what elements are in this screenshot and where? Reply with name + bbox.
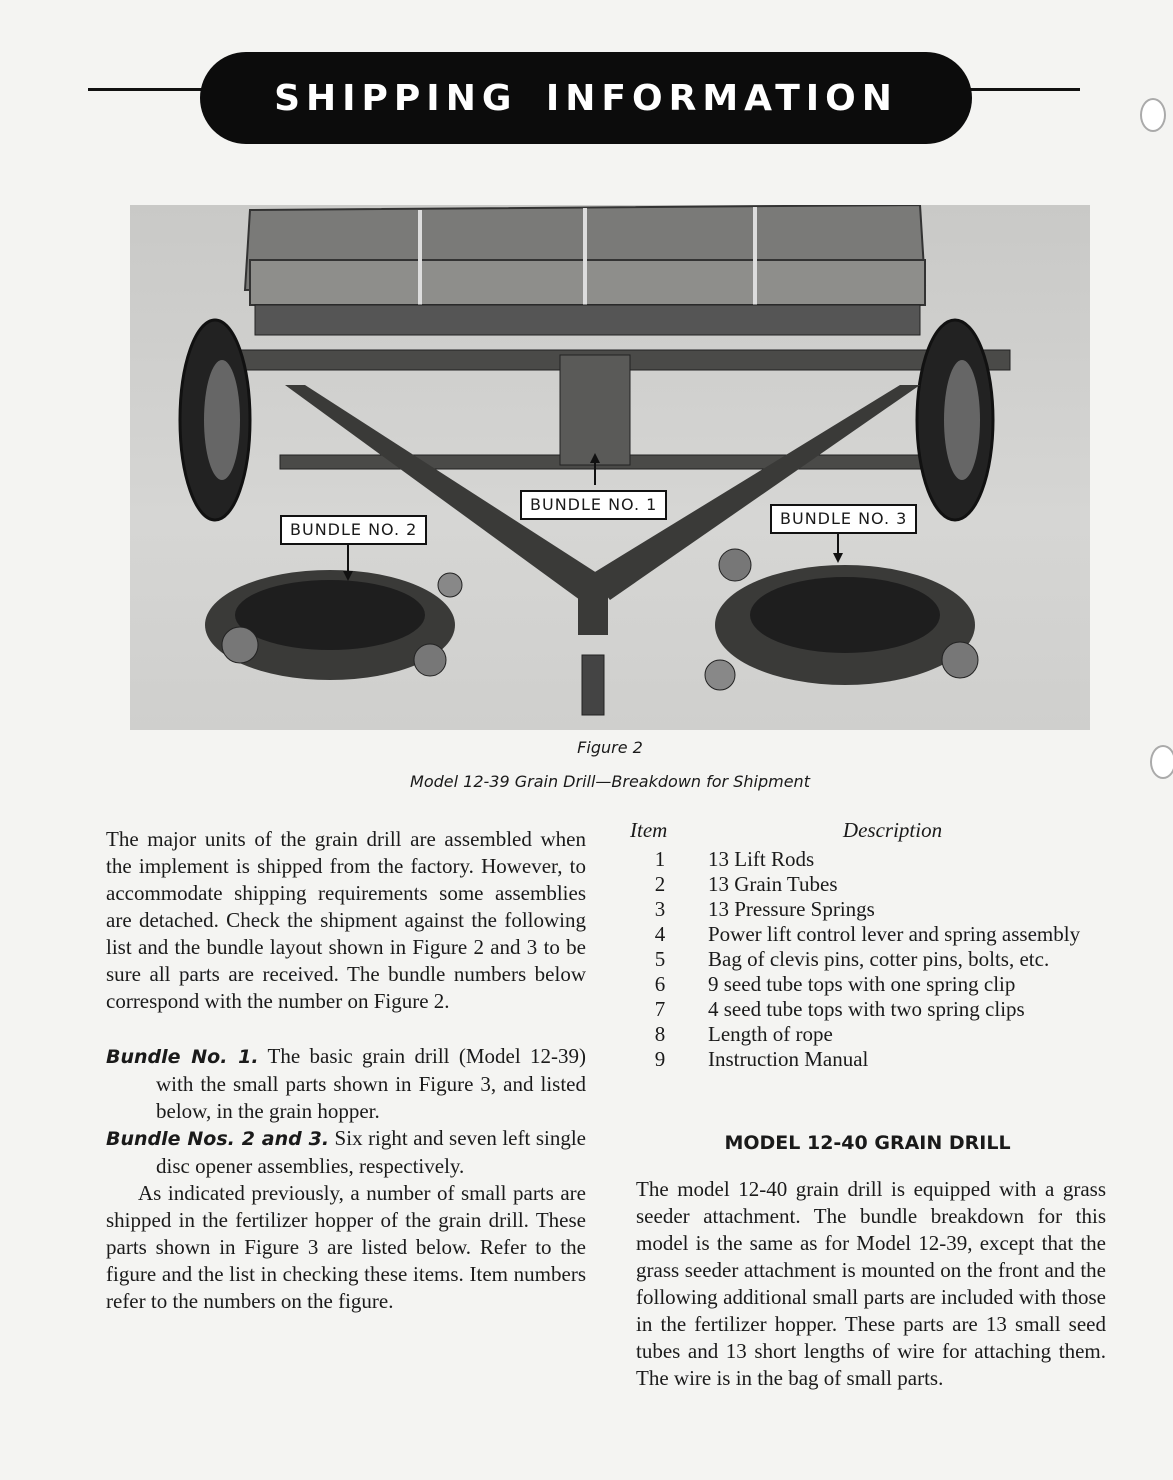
bundle-2-3-text: Six right and seven left single disc opener assemblies, respectively.: [156, 1126, 586, 1178]
model-1240-heading: MODEL 12-40 GRAIN DRILL: [724, 1132, 1011, 1154]
items-table: [630, 818, 1105, 1072]
left-column: [106, 826, 586, 1315]
table-row: [630, 922, 1105, 947]
callout-bundle-2: BUNDLE NO. 2: [280, 515, 427, 545]
table-row: [630, 1022, 1105, 1047]
callout-bundle-1: BUNDLE NO. 1: [520, 490, 667, 520]
small-parts-paragraph: As indicated previously, a number of small parts are shipped in the fertilizer hopper of the grain drill. These parts shown in Figure 3 are listed below. Refer to the figure and the list in checking these items. Item numbers refer to the numbers on the figure.: [106, 1181, 586, 1313]
item-number: 7: [654, 997, 666, 1021]
grain-drill-illustration: [130, 205, 1090, 730]
callout-bundle-3: BUNDLE NO. 3: [770, 504, 917, 534]
item-description: Instruction Manual: [708, 1047, 869, 1071]
table-row: [630, 1047, 1105, 1072]
item-description: 13 Lift Rods: [708, 847, 815, 871]
item-description: 13 Grain Tubes: [708, 872, 838, 896]
item-description: 4 seed tube tops with two spring clips: [708, 997, 1025, 1021]
item-number: 1: [654, 847, 666, 871]
figure-caption: Model 12-39 Grain Drill—Breakdown for Shipment: [410, 772, 810, 791]
header-description: Description: [842, 818, 943, 842]
binder-hole: [1140, 98, 1166, 132]
item-number: 8: [654, 1022, 666, 1046]
table-row: [630, 847, 1105, 872]
grain-drill-photo: [130, 205, 1090, 730]
item-number: 3: [654, 897, 666, 921]
item-number: 2: [654, 872, 666, 896]
intro-paragraph: The major units of the grain drill are assembled when the implement is shipped from the factory. However, to accommodate shipping requirements some assemblies are detached. Check the shipment against the following list and the bundle layout shown in Figure 2 and 3 to be sure all parts are received. The bundle numbers below correspond with the number on Figure 2.: [106, 827, 586, 1013]
items-table-header: [630, 818, 1105, 843]
item-description: Bag of clevis pins, cotter pins, bolts, etc.: [708, 947, 1050, 971]
table-row: [630, 947, 1105, 972]
bundle-1-entry: [106, 1043, 586, 1125]
binder-hole: [1150, 745, 1173, 779]
bundle-2-3-entry: [106, 1125, 586, 1180]
item-number: 9: [654, 1047, 666, 1071]
figure-number: Figure 2: [577, 738, 643, 757]
item-description: 9 seed tube tops with one spring clip: [708, 972, 1016, 996]
page-title: SHIPPING INFORMATION: [274, 77, 898, 119]
bundle-2-illustration: [205, 570, 462, 680]
table-row: [630, 897, 1105, 922]
table-row: [630, 872, 1105, 897]
bundle-2-3-heading: Bundle Nos. 2 and 3.: [106, 1128, 330, 1150]
bundle-1-heading: Bundle No. 1.: [106, 1046, 259, 1068]
item-number: 4: [654, 922, 666, 946]
table-row: [630, 997, 1105, 1022]
item-description: Length of rope: [708, 1022, 833, 1046]
header-rule-right: [965, 88, 1080, 91]
item-number: 6: [654, 972, 666, 996]
header-item: Item: [630, 818, 668, 842]
bundle-1-text: The basic grain drill (Model 12-39) with the small parts shown in Figure 3, and listed below, in the grain hopper.: [156, 1044, 586, 1123]
item-description: Power lift control lever and spring assembly: [708, 922, 1081, 946]
bundle-3-illustration: [705, 549, 978, 690]
table-row: [630, 972, 1105, 997]
item-description: 13 Pressure Springs: [708, 897, 875, 921]
model-1240-paragraph: The model 12-40 grain drill is equipped with a grass seeder attachment. The bundle breakdown for this model is the same as for Model 12-39, except that the grass seeder attachment is mounted on the front and the following additional small parts are included with those in the fertilizer hopper. These parts are 13 small seed tubes and 13 short lengths of wire for attaching them. The wire is in the bag of small parts.: [636, 1177, 1106, 1390]
item-number: 5: [654, 947, 666, 971]
